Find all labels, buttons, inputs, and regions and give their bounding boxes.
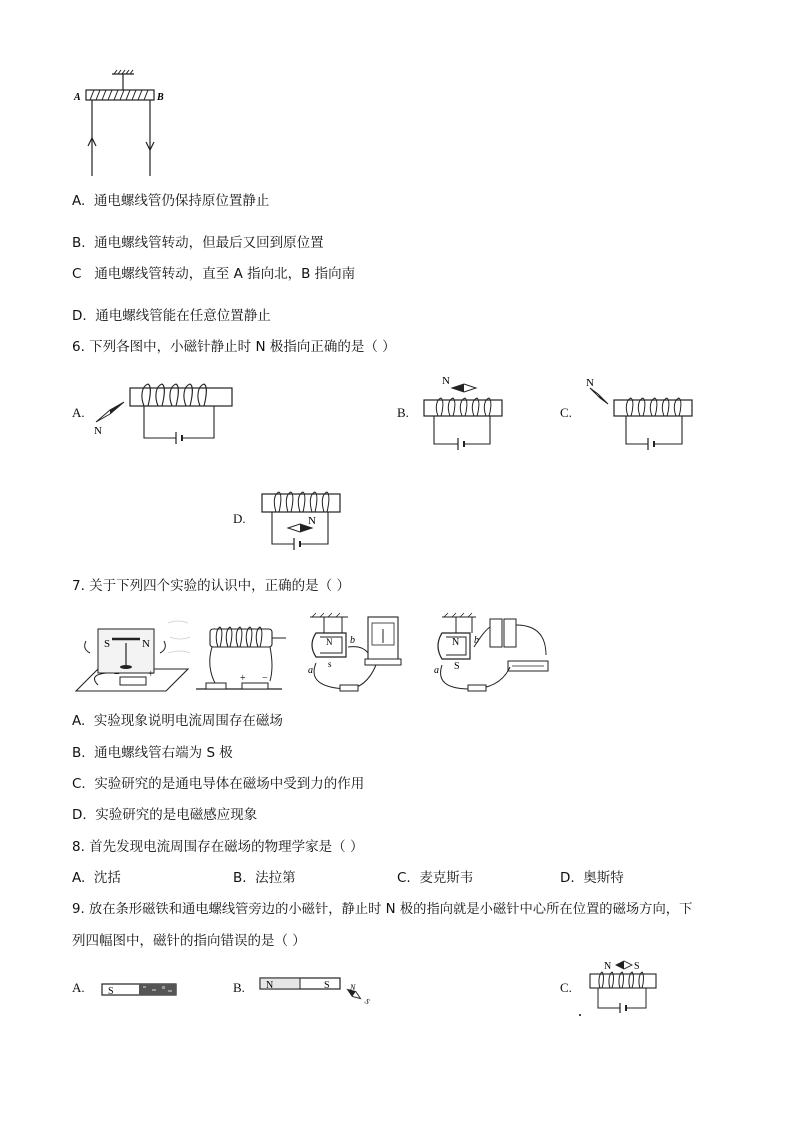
q8-option-b [233,869,296,887]
q7-option-d [72,806,257,824]
q6-stem: 6. 下列各图中，小磁针静止时 N 极指向正确的是（ ） [72,339,396,355]
q7-experiment-2 [196,627,286,689]
q7-fig4-b: b [474,635,479,646]
q5-option-a [72,192,269,210]
q9-b-needle-n: N [350,983,356,992]
option-key: C [72,266,82,282]
option-key: A. [72,870,86,886]
option-text: 法拉第 [255,870,296,886]
option-text: 通电螺线管转动，但最后又回到原位置 [94,235,324,251]
option-key: B. [72,745,86,761]
q5-label-a: A [74,92,81,103]
q7-stem: 7. 关于下列四个实验的认识中，正确的是（ ） [72,578,350,594]
option-key: B. [72,235,86,251]
q7-fig1-s: S [104,638,111,650]
q9-figure-b [258,976,384,1006]
option-key: A. [72,713,86,729]
q5-solenoid-figure [70,66,180,178]
q5-option-d [72,307,271,325]
stray-dot [579,1014,581,1016]
q7-experiment-4 [434,613,548,691]
option-text: 通电螺线管右端为 S 极 [94,745,233,761]
q5-option-b [72,234,324,252]
q9-label-a: A. [72,980,85,995]
q6-label-c: C. [560,405,572,420]
q8-option-a [72,869,121,887]
q9-stem-line1: 9. 放在条形磁铁和通电螺线管旁边的小磁针，静止时 N 极的指向就是小磁针中心所在位置的磁场方向，下 [72,902,693,917]
option-key: D. [72,308,87,324]
option-key: A. [72,193,86,209]
q7-fig4-a: a [434,665,439,676]
q7-fig2-minus: − [262,673,268,684]
q6-needle-label-b: N [442,375,450,387]
q7-fig1-minus: − [114,669,120,680]
q6-figure-b [420,372,510,452]
q8-option-d [560,869,624,887]
q9-b-n-pole: N [266,980,274,991]
option-text: 通电螺线管转动，直至 A 指向北，B 指向南 [94,266,356,282]
q7-fig3-n: N [326,637,333,647]
q7-fig4-s: S [454,661,460,672]
q5-option-c [72,265,355,283]
option-key: D. [72,807,87,823]
q7-experiment-3 [308,613,401,691]
q9-label-c: C. [560,980,572,995]
q6-figure-d [258,486,344,552]
q6-figure-a [92,380,242,450]
option-key: D. [560,870,575,886]
option-text: 实验研究的是通电导体在磁场中受到力的作用 [94,776,365,792]
option-text: 沈括 [93,870,121,886]
q9-b-needle-s: S [363,996,372,1007]
q9-b-s-pole: S [324,980,330,991]
q7-fig4-n: N [452,637,460,648]
q7-fig1-plus: + [148,669,154,680]
q6-label-a: A. [72,405,85,420]
q6-label-d: D. [233,511,246,526]
q9-figure-a [100,982,180,998]
q7-experiment-1 [76,629,188,691]
q7-experiments-figure [72,603,562,697]
q6-needle-label-a: N [94,425,102,437]
option-text: 实验现象说明电流周围存在磁场 [93,713,283,729]
q9-label-b: B. [233,980,245,995]
q9-a-s-pole: S [108,986,114,997]
q7-fig3-a: a [308,665,313,676]
q9-stem-line2: 列四幅图中，磁针的指向错误的是（ ） [72,933,306,949]
option-text: 通电螺线管能在任意位置静止 [95,308,271,324]
option-key: C. [72,776,86,792]
q6-needle-label-d: N [308,515,316,527]
option-text: 奥斯特 [583,870,624,886]
q8-stem: 8. 首先发现电流周围存在磁场的物理学家是（ ） [72,839,364,855]
option-text: 麦克斯韦 [419,870,474,886]
option-key: C. [397,870,411,886]
q7-fig3-b: b [350,635,355,646]
q8-option-c [397,869,473,887]
option-key: B. [233,870,247,886]
q7-fig1-n: N [142,638,150,650]
q9-c-n-label: N [604,961,612,972]
q7-option-c [72,775,364,793]
q6-needle-label-c: N [586,377,594,389]
q5-label-b: B [157,92,164,103]
q6-label-b: B. [397,405,409,420]
q9-c-s-label: S [634,961,640,972]
q6-figure-c [584,374,700,454]
q7-fig3-s: s [328,659,332,669]
q7-option-a [72,712,283,730]
q7-fig2-plus: + [240,673,246,684]
option-text: 通电螺线管仍保持原位置静止 [93,193,270,209]
q7-option-b [72,744,233,762]
q9-figure-c [586,958,666,1018]
option-text: 实验研究的是电磁感应现象 [95,807,258,823]
